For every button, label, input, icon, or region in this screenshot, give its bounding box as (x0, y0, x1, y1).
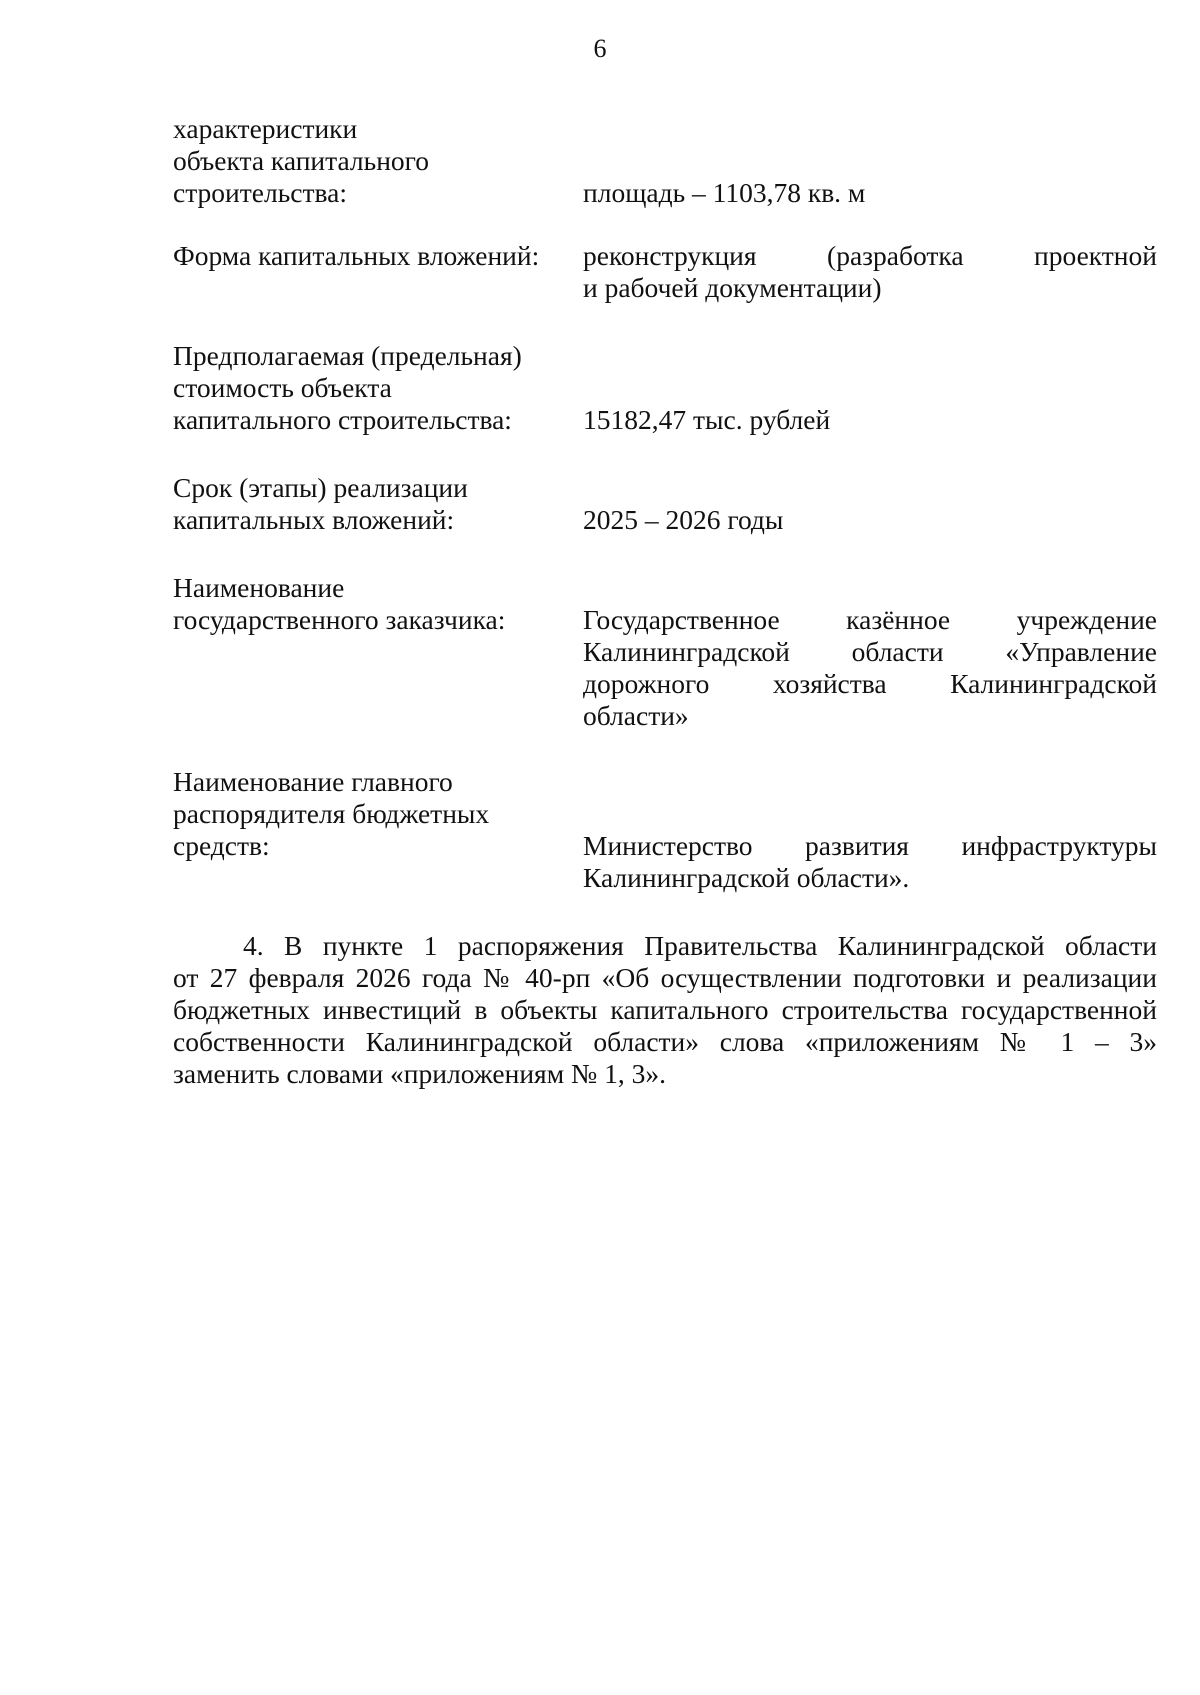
value-line: 15182,47 тыс. рублей (583, 404, 831, 435)
row-label (173, 340, 573, 436)
value-line: 2025 – 2026 годы (583, 504, 784, 535)
value-line: дорожного хозяйства Калининградской (583, 668, 1157, 699)
label-line: строительства: (173, 177, 347, 208)
paragraph-line: заменить словами «приложениям № 1, 3». (173, 1058, 666, 1089)
row-value (583, 504, 1157, 536)
label-line: капитального строительства: (173, 404, 512, 435)
label-line: стоимость объекта (173, 372, 392, 403)
label-line: средств: (173, 830, 270, 861)
row-label (173, 766, 573, 862)
row-value (583, 240, 1157, 304)
row-label (173, 240, 573, 272)
label-line: Форма капитальных вложений: (173, 240, 540, 271)
row-label (173, 572, 573, 636)
paragraph-line: собственности Калининградской области» слова «приложениям № 1 – 3» (173, 1026, 1157, 1057)
value-line: Калининградской области». (583, 862, 910, 893)
row-value (583, 404, 1157, 436)
row-label (173, 472, 573, 536)
paragraph-line: 4. В пункте 1 распоряжения Правительства Калининградской области (243, 930, 1157, 961)
paragraph-line: бюджетных инвестиций в объекты капитального строительства государственной (173, 994, 1157, 1025)
row-value (583, 177, 1157, 209)
value-line: Государственное казённое учреждение (583, 604, 1157, 635)
paragraph-line: от 27 февраля 2026 года № 40-рп «Об осуществлении подготовки и реализации (173, 962, 1157, 993)
label-line: Предполагаемая (предельная) (173, 340, 522, 371)
label-line: капитальных вложений: (173, 504, 455, 535)
row-value (583, 604, 1157, 732)
value-line: Министерство развития инфраструктуры (583, 830, 1157, 861)
row-label (173, 113, 573, 209)
paragraph-item-4 (173, 930, 1157, 1090)
label-line: объекта капитального (173, 145, 430, 176)
label-line: Наименование (173, 572, 345, 603)
label-line: распорядителя бюджетных (173, 798, 490, 829)
value-line: области» (583, 700, 689, 731)
label-line: Наименование главного (173, 766, 453, 797)
value-line: Калининградской области «Управление (583, 636, 1157, 667)
value-line: и рабочей документации) (583, 272, 882, 303)
value-line: реконструкция (разработка проектной (583, 240, 1157, 271)
page-number: 6 (593, 34, 607, 63)
value-line: площадь – 1103,78 кв. м (583, 177, 866, 208)
label-line: государственного заказчика: (173, 604, 506, 635)
label-line: Срок (этапы) реализации (173, 472, 468, 503)
row-value (583, 830, 1157, 894)
label-line: характеристики (173, 113, 358, 144)
